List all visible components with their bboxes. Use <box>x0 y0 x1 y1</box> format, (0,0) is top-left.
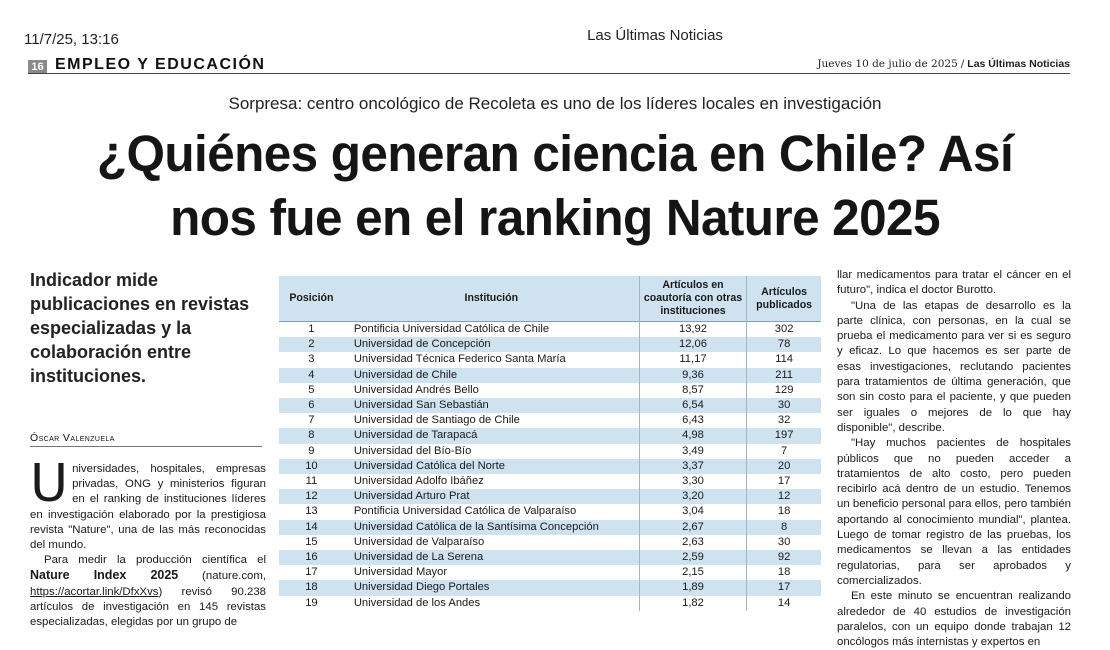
cell-coauthored: 11,17 <box>639 352 747 367</box>
cell-institution: Universidad del Bío-Bío <box>353 444 472 457</box>
cell-published: 32 <box>747 413 821 428</box>
header-position: Posición <box>279 276 344 322</box>
table-row <box>279 368 821 383</box>
right-paragraph-3: "Hay muchos pacientes de hospitales públicos que no pueden acceder a tratamientos de alto costo, pero pueden recibirlo acá dentro de un estudio. Tenemos un beneficio personal para ellos, pero también aportando al conocimiento mundial", plantea. Luego de tomar registro de las pruebas, los medicamentos se llevan a las entidades regulatorias, para ser aprobados y comercializados. <box>837 437 1071 587</box>
cell-coauthored: 2,67 <box>639 520 747 535</box>
cell-position: 8 <box>279 428 344 443</box>
issue-date: Jueves 10 de julio de 2025 <box>817 58 958 70</box>
cell-institution: Universidad de La Serena <box>344 550 639 565</box>
cell-position: 13 <box>305 505 318 518</box>
headline-line-1: ¿Quiénes generan ciencia en Chile? Así <box>96 125 1014 182</box>
cell-published: 302 <box>747 322 821 338</box>
cell-coauthored: 12,06 <box>639 337 747 352</box>
cell-position: 17 <box>305 566 318 579</box>
cell-coauthored: 3,04 <box>639 504 747 519</box>
cell-coauthored: 3,30 <box>639 474 747 489</box>
right-paragraph-2: "Una de las etapas de desarrollo es la parte clínica, con personas, en la cual se prueba el medicamento para ver si es seguro y eficaz. Lo que hacemos es ser parte de esas investigaciones, reclutando pacientes para tratamientos de última generación, que son sin costo para el paciente, y que pueden ser iguales o mejores de lo que hay disponible", describe. <box>837 299 1071 434</box>
cell-institution: Universidad de Tarapacá <box>344 428 639 443</box>
cell-published: 7 <box>747 444 821 459</box>
cell-institution: Universidad de Concepción <box>344 337 639 352</box>
cell-institution: Pontificia Universidad Católica de Valparaíso <box>353 505 577 518</box>
table-row <box>279 596 821 611</box>
article-deck: Indicador mide publicaciones en revistas especializadas y la colaboración entre instituciones. <box>30 270 250 386</box>
drop-cap: U <box>30 454 69 514</box>
cell-published: 197 <box>747 428 821 443</box>
cell-institution: Universidad Diego Portales <box>344 580 639 595</box>
table-row <box>279 504 821 519</box>
cell-position: 9 <box>308 444 315 457</box>
print-site-title: Las Últimas Noticias <box>587 27 723 44</box>
section-divider <box>28 73 1070 74</box>
left-paragraph-2-post: ) revisó 90.238 artículos de investigación en 145 revistas especializadas, elegidas por un grupo de <box>30 585 266 629</box>
header-published: Artículos publicados <box>747 276 821 322</box>
table-row <box>279 550 821 565</box>
cell-published: 20 <box>747 459 821 474</box>
table-row <box>279 322 821 338</box>
cell-institution: Universidad Mayor <box>353 566 448 579</box>
cell-institution: Universidad Católica de la Santísima Concepción <box>344 520 639 535</box>
ranking-table <box>279 276 821 611</box>
cell-coauthored: 2,15 <box>639 565 747 580</box>
cell-institution: Universidad de Valparaíso <box>353 535 485 548</box>
cell-position: 1 <box>308 323 315 335</box>
table-row <box>279 428 821 443</box>
table-row <box>279 352 821 367</box>
cell-institution: Universidad San Sebastián <box>344 398 639 413</box>
table-row <box>279 383 821 398</box>
cell-published: 78 <box>747 337 821 352</box>
ranking-header-row <box>279 276 821 322</box>
table-row <box>279 580 821 595</box>
cell-institution: Universidad de Chile <box>344 368 639 383</box>
cell-institution: Universidad de los Andes <box>353 596 481 609</box>
cell-coauthored: 1,89 <box>639 580 747 595</box>
table-row <box>279 337 821 352</box>
source-link[interactable]: https://acortar.link/DfxXvs <box>30 585 159 598</box>
table-row <box>279 489 821 504</box>
cell-coauthored: 13,92 <box>639 322 747 338</box>
cell-published: 14 <box>747 596 821 611</box>
cell-coauthored: 3,37 <box>639 459 747 474</box>
cell-published: 17 <box>747 474 821 489</box>
cell-institution: Universidad Adolfo Ibáñez <box>353 475 484 488</box>
issue-separator: / <box>960 58 965 70</box>
print-datetime: 11/7/25, 13:16 <box>24 31 119 48</box>
byline-divider <box>30 446 262 447</box>
header-institution: Institución <box>344 276 639 322</box>
headline-line-2: nos fue en el ranking Nature 2025 <box>170 189 940 246</box>
cell-position: 15 <box>305 535 318 548</box>
cell-position: 16 <box>279 550 344 565</box>
table-row <box>279 565 821 580</box>
right-body-text <box>837 268 1071 650</box>
cell-position: 11 <box>305 475 318 488</box>
table-row <box>279 459 821 474</box>
cell-published: 114 <box>747 352 821 367</box>
table-row <box>279 444 821 459</box>
header-coauthored: Artículos en coautoría con otras instituciones <box>639 276 747 322</box>
cell-institution: Pontificia Universidad Católica de Chile <box>353 323 550 335</box>
cell-coauthored: 6,43 <box>639 413 747 428</box>
cell-institution: Universidad Técnica Federico Santa María <box>353 353 566 366</box>
table-row <box>279 535 821 550</box>
article-headline <box>36 122 1074 250</box>
left-paragraph-2-pre: Para medir la producción científica el <box>44 554 266 567</box>
nature-index-name: Nature Index 2025 <box>30 568 179 583</box>
cell-coauthored: 9,36 <box>639 368 747 383</box>
cell-position: 5 <box>308 383 315 396</box>
cell-position: 4 <box>279 368 344 383</box>
cell-position: 12 <box>279 489 344 504</box>
left-paragraph-2-mid: (nature.com, <box>178 570 266 583</box>
cell-published: 30 <box>747 535 821 550</box>
cell-published: 12 <box>747 489 821 504</box>
cell-position: 6 <box>279 398 344 413</box>
cell-published: 92 <box>747 550 821 565</box>
table-row <box>279 413 821 428</box>
cell-published: 30 <box>747 398 821 413</box>
byline: Óscar Valenzuela <box>30 432 115 444</box>
table-row <box>279 398 821 413</box>
cell-institution: Universidad Andrés Bello <box>353 383 479 396</box>
cell-position: 18 <box>279 580 344 595</box>
cell-published: 18 <box>747 565 821 580</box>
cell-position: 19 <box>305 596 318 609</box>
cell-institution: Universidad Católica del Norte <box>344 459 639 474</box>
cell-position: 7 <box>308 414 315 427</box>
left-paragraph-1-text: niversidades, hospitales, empresas privadas, ONG y ministerios figuran en el ranking de instituciones líderes en investigación elaborado por la prestigiosa revista "Nature", una de las más reconocidas del mundo. <box>30 463 266 552</box>
left-paragraph-2 <box>30 553 266 630</box>
cell-coauthored: 4,98 <box>639 428 747 443</box>
cell-coauthored: 3,20 <box>639 489 747 504</box>
left-paragraph-1 <box>30 454 266 553</box>
table-row <box>279 474 821 489</box>
page-number-badge: 16 <box>28 60 47 74</box>
cell-published: 211 <box>747 368 821 383</box>
cell-coauthored: 6,54 <box>639 398 747 413</box>
cell-coauthored: 2,63 <box>639 535 747 550</box>
section-title: EMPLEO Y EDUCACIÓN <box>55 56 266 73</box>
cell-institution: Universidad de Santiago de Chile <box>353 414 520 427</box>
ranking-table-body <box>279 322 821 611</box>
cell-coauthored: 3,49 <box>639 444 747 459</box>
issue-date-line <box>817 58 1070 70</box>
left-body-text <box>30 454 266 630</box>
cell-coauthored: 1,82 <box>639 596 747 611</box>
cell-coauthored: 2,59 <box>639 550 747 565</box>
table-row <box>279 520 821 535</box>
cell-published: 17 <box>747 580 821 595</box>
cell-position: 10 <box>279 459 344 474</box>
paper-name: Las Últimas Noticias <box>967 58 1070 70</box>
cell-published: 8 <box>747 520 821 535</box>
right-paragraph-1: llar medicamentos para tratar el cáncer en el futuro", indica el doctor Burotto. <box>837 269 1071 297</box>
cell-position: 14 <box>279 520 344 535</box>
cell-position: 3 <box>308 353 315 366</box>
cell-published: 129 <box>747 383 821 398</box>
cell-published: 18 <box>747 504 821 519</box>
right-paragraph-4: En este minuto se encuentran realizando alrededor de 40 estudios de investigación paralelos, con un equipo donde trabajan 12 oncólogos más internistas y expertos en <box>837 590 1071 649</box>
cell-position: 2 <box>279 337 344 352</box>
cell-institution: Universidad Arturo Prat <box>344 489 639 504</box>
article-kicker: Sorpresa: centro oncológico de Recoleta es uno de los líderes locales en investigación <box>228 94 882 113</box>
cell-coauthored: 8,57 <box>639 383 747 398</box>
